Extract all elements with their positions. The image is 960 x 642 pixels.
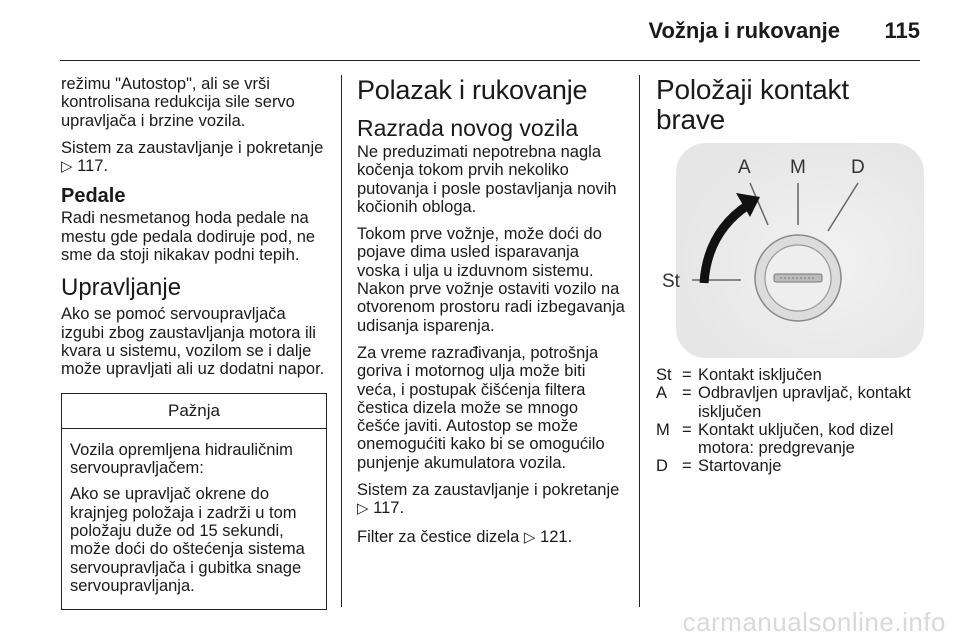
caution-title: Pažnja: [62, 394, 326, 429]
label-st: St: [662, 271, 680, 292]
legend-key: M: [656, 420, 670, 439]
column-2: [357, 75, 625, 556]
pedale-text: Radi nesmetanog hoda pedale na mestu gde pedala dodiruje pod, ne sme da stoji nikakav podni tepih.: [61, 209, 316, 265]
ref-text: Filter za čestice dizela: [357, 527, 520, 546]
legend-equals: =: [682, 420, 692, 439]
caution-box: [61, 393, 327, 611]
legend-key: St: [656, 366, 672, 384]
legend-item: [656, 421, 924, 458]
legend-equals: =: [682, 384, 692, 403]
upravljanje-heading: Upravljanje: [61, 274, 182, 302]
page-ref-arrow-icon: ▷: [61, 158, 73, 176]
page-ref-arrow-icon: ▷: [523, 528, 536, 546]
pedale-heading: Pedale: [61, 185, 126, 208]
paragraph-1: Ne preduzimati nepotrebna nagla kočenja tokom prvih nekoliko putovanja i posle postavljanja novih kočionih obloga.: [357, 143, 617, 216]
label-m: M: [790, 157, 806, 178]
page-header: [0, 0, 960, 62]
paragraph-ref-stop-start: [357, 481, 625, 519]
column-divider-1: [341, 75, 342, 607]
paragraph-autostop: režimu "Autostop", ali se vrši kontrolisana redukcija sile servo upravljača i brzine vozila.: [61, 75, 295, 130]
caution-body: [62, 429, 326, 609]
legend-list: [656, 366, 924, 476]
legend-equals: =: [682, 366, 692, 384]
watermark: carmanualsonline.info: [682, 607, 946, 637]
upravljanje-text: Ako se pomoć servoupravljača izgubi zbog zaustavljanja motora ili kvara u sistemu, vozilom se i dalje može upravljati ali uz dodatni napor.: [61, 305, 325, 379]
paragraph-3: Za vreme razrađivanja, potrošnja goriva i motornog ulja može biti veća, i postupak čišćenja filtera čestica dizela može se mnogo češće javiti. Autostop se može onemogućiti kako bi se omogućilo punjenje akumulatora vozila.: [357, 343, 605, 472]
header-rule: [60, 60, 920, 61]
label-d: D: [851, 157, 865, 178]
legend-key: D: [656, 457, 668, 476]
ref-text: Sistem za zaustavljanje i pokretanje: [61, 138, 324, 157]
section-heading: Položaji kontakt brave: [656, 74, 849, 135]
paragraph-ref-filter: [357, 528, 625, 547]
caution-p1: Vozila opremljena hidrauličnim servoupravljačem:: [70, 440, 293, 478]
label-a: A: [738, 157, 751, 178]
page-ref: 121.: [540, 527, 573, 546]
page-ref: 117.: [77, 157, 109, 176]
ignition-figure: [656, 143, 924, 358]
running-title: Vožnja i rukovanje: [648, 18, 840, 43]
legend-key: A: [656, 384, 668, 403]
legend-value: Odbravljen upravljač, kontakt isključen: [698, 384, 911, 421]
ignition-switch-illustration: [656, 143, 924, 358]
legend-item: [656, 366, 924, 384]
page-ref-arrow-icon: ▷: [357, 500, 369, 518]
page-ref: 117.: [373, 499, 405, 518]
column-3: [656, 75, 924, 476]
paragraph-stop-start-ref: [61, 139, 327, 177]
legend-value: Kontakt uključen, kod dizel motora: predgrevanje: [698, 420, 894, 458]
ref-text: Sistem za zaustavljanje i pokretanje: [357, 481, 620, 500]
paragraph-2: Tokom prve vožnje, može doći do pojave dima usled isparavanja voska i ulja u izduvnom sistemu. Nakon prve vožnje ostaviti vozilo na otvorenom prostoru radi izbegavanja udisanja isparenja.: [357, 225, 625, 335]
legend-item: [656, 384, 924, 421]
column-1: [61, 75, 327, 610]
legend-value: Startovanje: [698, 457, 782, 476]
subsection-heading: Razrada novog vozila: [357, 115, 579, 141]
legend-item: [656, 457, 924, 475]
legend-equals: =: [682, 457, 692, 476]
legend-value: Kontakt isključen: [698, 366, 822, 384]
section-heading: Polazak i rukovanje: [357, 75, 588, 105]
column-divider-2: [639, 75, 640, 607]
page-number: 115: [884, 18, 920, 43]
caution-p2: Ako se upravljač okrene do krajnjeg položaja i zadrži u tom položaju duže od 15 sekundi, može doći do oštećenja sistema servoupravljača i gubitka snage servoupravljanja.: [70, 485, 305, 595]
